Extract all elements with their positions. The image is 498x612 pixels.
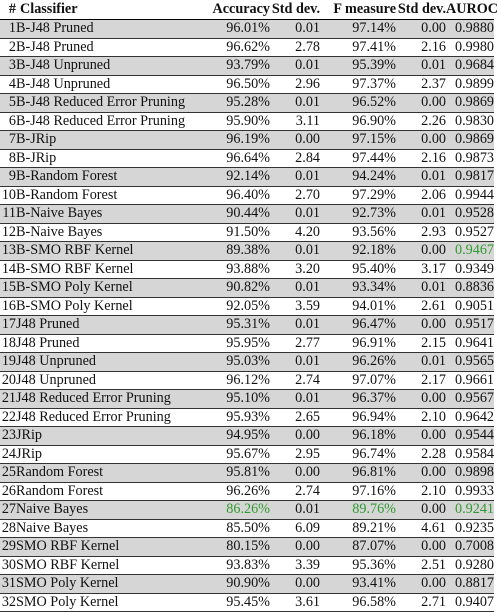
accuracy-std-dev-value: 0.01: [270, 94, 320, 113]
row-number: 20: [1, 371, 16, 388]
row-number: 15: [1, 279, 16, 295]
row-number: 6: [0, 112, 16, 131]
accuracy-std-dev-value: 2.70: [270, 186, 320, 205]
f-measure-std-dev-value: 0.01: [396, 279, 446, 298]
row-number: 8: [0, 149, 16, 168]
row-number: 32: [1, 593, 16, 610]
classifier-name: B-J48 Unpruned: [16, 75, 190, 94]
f-measure-std-dev-value: 2.06: [396, 186, 446, 205]
f-measure-std-dev-value: 0.01: [396, 205, 446, 224]
classifier-name: B-Naive Bayes: [16, 205, 190, 224]
f-measure-value: 97.14%: [320, 20, 396, 39]
accuracy-value: 86.26%: [190, 501, 270, 520]
f-measure-std-dev-value: 0.01: [396, 353, 446, 372]
f-measure-value: 89.21%: [320, 519, 396, 538]
row-number: 21: [1, 390, 16, 406]
auroc-value: 0.9898: [446, 464, 494, 483]
auroc-value: 0.9899: [446, 75, 494, 94]
auroc-value: 0.8836: [446, 279, 494, 298]
auroc-value: 0.7008: [446, 538, 494, 557]
table-row: [0, 316, 494, 335]
f-measure-value: 97.44%: [320, 149, 396, 168]
f-measure-std-dev-value: 2.16: [396, 149, 446, 168]
table-row: [0, 75, 494, 94]
accuracy-value: 85.50%: [190, 519, 270, 538]
accuracy-std-dev-value: 2.95: [270, 445, 320, 464]
classifier-name: B-J48 Unpruned: [16, 57, 190, 76]
f-measure-std-dev-value: 2.71: [396, 593, 446, 612]
accuracy-value: 96.62%: [190, 38, 270, 57]
classifier-name: B-SMO Poly Kernel: [16, 279, 190, 298]
accuracy-value: 90.82%: [190, 279, 270, 298]
accuracy-value: 96.12%: [190, 371, 270, 390]
f-measure-value: 96.18%: [320, 427, 396, 446]
accuracy-std-dev-value: 6.09: [270, 519, 320, 538]
accuracy-value: 95.67%: [190, 445, 270, 464]
row-number: 7: [0, 131, 16, 150]
f-measure-value: 97.41%: [320, 38, 396, 57]
row-number: 10: [1, 186, 16, 203]
table-row: [0, 575, 494, 594]
table-row: [0, 538, 494, 557]
table-row: [0, 260, 494, 279]
f-measure-value: 96.74%: [320, 445, 396, 464]
f-measure-value: 97.16%: [320, 482, 396, 501]
header-accuracy: Accuracy: [190, 0, 270, 20]
table-row: [0, 501, 494, 520]
table-row: [0, 445, 494, 464]
auroc-value: 0.9933: [446, 482, 494, 501]
classifier-name: B-JRip: [16, 131, 190, 150]
accuracy-std-dev-value: 0.01: [270, 390, 320, 409]
auroc-value: 0.9567: [446, 390, 494, 409]
accuracy-value: 95.45%: [190, 593, 270, 612]
row-number: 1: [0, 20, 16, 39]
table-row: [0, 149, 494, 168]
f-measure-value: 93.41%: [320, 575, 396, 594]
accuracy-value: 92.14%: [190, 168, 270, 187]
f-measure-value: 97.29%: [320, 186, 396, 205]
table-header: [0, 0, 498, 20]
accuracy-value: 90.90%: [190, 575, 270, 594]
accuracy-std-dev-value: 3.20: [270, 260, 320, 279]
accuracy-std-dev-value: 2.78: [270, 38, 320, 57]
table-row: [0, 482, 494, 501]
classifier-name: SMO RBF Kernel: [16, 556, 190, 575]
accuracy-std-dev-value: 4.20: [270, 223, 320, 242]
f-measure-value: 87.07%: [320, 538, 396, 557]
table-row: [0, 112, 494, 131]
row-number: 3: [0, 57, 16, 76]
classifier-name: SMO Poly Kernel: [16, 593, 190, 612]
f-measure-value: 95.36%: [320, 556, 396, 575]
table-row: [0, 223, 494, 242]
accuracy-value: 96.40%: [190, 186, 270, 205]
table-body: [0, 20, 494, 612]
accuracy-std-dev-value: 0.00: [270, 538, 320, 557]
accuracy-std-dev-value: 2.84: [270, 149, 320, 168]
accuracy-std-dev-value: 0.01: [270, 501, 320, 520]
row-number: 2: [0, 38, 16, 57]
accuracy-std-dev-value: 2.74: [270, 482, 320, 501]
f-measure-std-dev-value: 0.00: [396, 20, 446, 39]
f-measure-value: 96.58%: [320, 593, 396, 612]
classifier-name: B-Random Forest: [16, 186, 190, 205]
row-number: 23: [1, 427, 16, 443]
auroc-value: 0.9528: [446, 205, 494, 224]
classifier-name: J48 Unpruned: [16, 353, 190, 372]
row-number: 29: [1, 538, 16, 554]
f-measure-std-dev-value: 0.00: [396, 538, 446, 557]
f-measure-value: 97.15%: [320, 131, 396, 150]
table-row: [0, 131, 494, 150]
f-measure-std-dev-value: 0.00: [396, 464, 446, 483]
accuracy-value: 93.88%: [190, 260, 270, 279]
f-measure-std-dev-value: 0.00: [396, 242, 446, 261]
classifier-name: Random Forest: [16, 464, 190, 483]
table-row: [0, 94, 494, 113]
auroc-value: 0.9517: [446, 316, 494, 335]
row-number: 24: [1, 445, 16, 462]
table-row: [0, 390, 494, 409]
f-measure-std-dev-value: 3.17: [396, 260, 446, 279]
classifier-name: B-Random Forest: [16, 168, 190, 187]
auroc-value: 0.9544: [446, 427, 494, 446]
auroc-value: 0.9869: [446, 131, 494, 150]
row-number: 9: [0, 168, 16, 187]
auroc-value: 0.9527: [446, 223, 494, 242]
accuracy-value: 92.05%: [190, 297, 270, 316]
classifier-name: B-J48 Reduced Error Pruning: [16, 112, 190, 131]
header-auroc: AUROC: [446, 0, 494, 20]
accuracy-value: 95.10%: [190, 390, 270, 409]
accuracy-std-dev-value: 2.77: [270, 334, 320, 353]
f-measure-value: 96.52%: [320, 94, 396, 113]
f-measure-std-dev-value: 2.10: [396, 408, 446, 427]
accuracy-value: 96.64%: [190, 149, 270, 168]
f-measure-value: 96.81%: [320, 464, 396, 483]
accuracy-value: 95.93%: [190, 408, 270, 427]
f-measure-value: 96.90%: [320, 112, 396, 131]
classifier-name: Naive Bayes: [16, 519, 190, 538]
table-row: [0, 556, 494, 575]
f-measure-std-dev-value: 0.00: [396, 94, 446, 113]
table-row: [0, 334, 494, 353]
f-measure-value: 95.40%: [320, 260, 396, 279]
f-measure-std-dev-value: 2.16: [396, 38, 446, 57]
accuracy-std-dev-value: 0.01: [270, 316, 320, 335]
classifier-name: B-J48 Pruned: [16, 38, 190, 57]
accuracy-value: 96.26%: [190, 482, 270, 501]
table-row: [0, 297, 494, 316]
row-number: 27: [1, 501, 16, 517]
accuracy-std-dev-value: 0.00: [270, 575, 320, 594]
f-measure-std-dev-value: 0.01: [396, 57, 446, 76]
row-number: 16: [1, 297, 16, 314]
auroc-value: 0.9051: [446, 297, 494, 316]
accuracy-std-dev-value: 0.00: [270, 427, 320, 446]
classifier-name: B-SMO Poly Kernel: [16, 297, 190, 316]
accuracy-value: 95.90%: [190, 112, 270, 131]
f-measure-std-dev-value: 2.17: [396, 371, 446, 390]
row-number: 31: [1, 575, 16, 591]
table-row: [0, 20, 494, 39]
table-row: [0, 168, 494, 187]
accuracy-value: 96.19%: [190, 131, 270, 150]
f-measure-std-dev-value: 2.37: [396, 75, 446, 94]
accuracy-std-dev-value: 2.74: [270, 371, 320, 390]
f-measure-std-dev-value: 0.00: [396, 427, 446, 446]
accuracy-std-dev-value: 0.01: [270, 205, 320, 224]
f-measure-std-dev-value: 0.00: [396, 390, 446, 409]
f-measure-value: 94.01%: [320, 297, 396, 316]
accuracy-std-dev-value: 0.01: [270, 168, 320, 187]
classifier-name: JRip: [16, 445, 190, 464]
accuracy-value: 80.15%: [190, 538, 270, 557]
row-number: 5: [0, 94, 16, 113]
row-number: 14: [1, 260, 16, 277]
auroc-value: 0.9467: [446, 242, 494, 261]
classifier-name: JRip: [16, 427, 190, 446]
table-row: [0, 519, 494, 538]
f-measure-std-dev-value: 4.61: [396, 519, 446, 538]
auroc-value: 0.9280: [446, 556, 494, 575]
auroc-value: 0.9565: [446, 353, 494, 372]
table-row: [0, 464, 494, 483]
f-measure-std-dev-value: 0.01: [396, 168, 446, 187]
accuracy-value: 95.31%: [190, 316, 270, 335]
f-measure-std-dev-value: 2.15: [396, 334, 446, 353]
auroc-value: 0.9642: [446, 408, 494, 427]
table-row: [0, 593, 494, 612]
classifier-name: J48 Pruned: [16, 316, 190, 335]
f-measure-value: 97.07%: [320, 371, 396, 390]
f-measure-value: 93.34%: [320, 279, 396, 298]
auroc-value: 0.9641: [446, 334, 494, 353]
classifier-name: J48 Pruned: [16, 334, 190, 353]
classifier-name: B-J48 Reduced Error Pruning: [16, 94, 190, 113]
accuracy-std-dev-value: 0.00: [270, 464, 320, 483]
auroc-value: 0.9661: [446, 371, 494, 390]
classifier-name: Random Forest: [16, 482, 190, 501]
row-number: 22: [1, 408, 16, 425]
f-measure-std-dev-value: 2.28: [396, 445, 446, 464]
header-f-measure-std-dev: Std dev.: [396, 0, 446, 20]
accuracy-value: 93.83%: [190, 556, 270, 575]
table-row: [0, 427, 494, 446]
auroc-value: 0.9584: [446, 445, 494, 464]
header-f-measure: F measure: [320, 0, 396, 20]
f-measure-value: 96.94%: [320, 408, 396, 427]
header-classifier: Classifier: [16, 0, 190, 20]
classifier-name: J48 Reduced Error Pruning: [16, 390, 190, 409]
classifier-name: B-Naive Bayes: [16, 223, 190, 242]
header-accuracy-std-dev: Std dev.: [270, 0, 320, 20]
f-measure-value: 96.91%: [320, 334, 396, 353]
f-measure-value: 92.18%: [320, 242, 396, 261]
f-measure-value: 96.37%: [320, 390, 396, 409]
auroc-value: 0.9880: [446, 20, 494, 39]
f-measure-value: 97.37%: [320, 75, 396, 94]
auroc-value: 0.9980: [446, 38, 494, 57]
f-measure-value: 89.76%: [320, 501, 396, 520]
accuracy-value: 95.03%: [190, 353, 270, 372]
accuracy-value: 96.01%: [190, 20, 270, 39]
accuracy-value: 94.95%: [190, 427, 270, 446]
accuracy-std-dev-value: 3.59: [270, 297, 320, 316]
table-row: [0, 279, 494, 298]
accuracy-std-dev-value: 3.61: [270, 593, 320, 612]
classifier-name: B-J48 Pruned: [16, 20, 190, 39]
row-number: 28: [1, 519, 16, 536]
f-measure-value: 96.26%: [320, 353, 396, 372]
auroc-value: 0.9944: [446, 186, 494, 205]
auroc-value: 0.9407: [446, 593, 494, 612]
f-measure-std-dev-value: 2.93: [396, 223, 446, 242]
classifier-name: B-JRip: [16, 149, 190, 168]
f-measure-value: 96.47%: [320, 316, 396, 335]
row-number: 13: [1, 242, 16, 258]
accuracy-std-dev-value: 0.01: [270, 279, 320, 298]
accuracy-value: 95.95%: [190, 334, 270, 353]
classifier-name: J48 Unpruned: [16, 371, 190, 390]
f-measure-std-dev-value: 2.51: [396, 556, 446, 575]
table-row: [0, 242, 494, 261]
auroc-value: 0.9873: [446, 149, 494, 168]
classifier-name: SMO Poly Kernel: [16, 575, 190, 594]
accuracy-std-dev-value: 0.00: [270, 131, 320, 150]
classifier-name: J48 Reduced Error Pruning: [16, 408, 190, 427]
table-row: [0, 205, 494, 224]
accuracy-std-dev-value: 0.01: [270, 353, 320, 372]
accuracy-std-dev-value: 0.01: [270, 20, 320, 39]
accuracy-value: 95.28%: [190, 94, 270, 113]
table-row: [0, 408, 494, 427]
accuracy-std-dev-value: 3.11: [270, 112, 320, 131]
table-row: [0, 371, 494, 390]
row-number: 25: [1, 464, 16, 480]
row-number: 12: [1, 223, 16, 240]
auroc-value: 0.9869: [446, 94, 494, 113]
row-number: 26: [1, 482, 16, 499]
accuracy-value: 91.50%: [190, 223, 270, 242]
auroc-value: 0.9349: [446, 260, 494, 279]
header-number: #: [0, 0, 16, 20]
f-measure-value: 95.39%: [320, 57, 396, 76]
auroc-value: 0.9817: [446, 168, 494, 187]
classifier-name: Naive Bayes: [16, 501, 190, 520]
f-measure-value: 93.56%: [320, 223, 396, 242]
row-number: 17: [1, 316, 16, 332]
row-number: 19: [1, 353, 16, 369]
f-measure-std-dev-value: 0.00: [396, 575, 446, 594]
row-number: 18: [1, 334, 16, 351]
auroc-value: 0.9830: [446, 112, 494, 131]
classifier-name: B-SMO RBF Kernel: [16, 260, 190, 279]
table-row: [0, 186, 494, 205]
accuracy-std-dev-value: 0.01: [270, 242, 320, 261]
accuracy-value: 95.81%: [190, 464, 270, 483]
accuracy-value: 89.38%: [190, 242, 270, 261]
f-measure-std-dev-value: 0.00: [396, 501, 446, 520]
header-row: [0, 0, 494, 20]
auroc-value: 0.9684: [446, 57, 494, 76]
auroc-value: 0.9241: [446, 501, 494, 520]
auroc-value: 0.9235: [446, 519, 494, 538]
table-row: [0, 38, 494, 57]
classifier-name: B-SMO RBF Kernel: [16, 242, 190, 261]
accuracy-std-dev-value: 2.65: [270, 408, 320, 427]
f-measure-std-dev-value: 0.00: [396, 131, 446, 150]
accuracy-std-dev-value: 0.01: [270, 57, 320, 76]
classifier-name: SMO RBF Kernel: [16, 538, 190, 557]
f-measure-std-dev-value: 2.26: [396, 112, 446, 131]
accuracy-std-dev-value: 2.96: [270, 75, 320, 94]
accuracy-value: 90.44%: [190, 205, 270, 224]
f-measure-std-dev-value: 2.10: [396, 482, 446, 501]
accuracy-value: 93.79%: [190, 57, 270, 76]
row-number: 30: [1, 556, 16, 573]
f-measure-value: 92.73%: [320, 205, 396, 224]
row-number: 11: [0, 205, 16, 224]
f-measure-std-dev-value: 0.00: [396, 316, 446, 335]
row-number: 4: [0, 75, 16, 94]
table-row: [0, 353, 494, 372]
auroc-value: 0.8817: [446, 575, 494, 594]
f-measure-value: 94.24%: [320, 168, 396, 187]
f-measure-std-dev-value: 2.61: [396, 297, 446, 316]
accuracy-std-dev-value: 3.39: [270, 556, 320, 575]
accuracy-value: 96.50%: [190, 75, 270, 94]
table-row: [0, 57, 494, 76]
